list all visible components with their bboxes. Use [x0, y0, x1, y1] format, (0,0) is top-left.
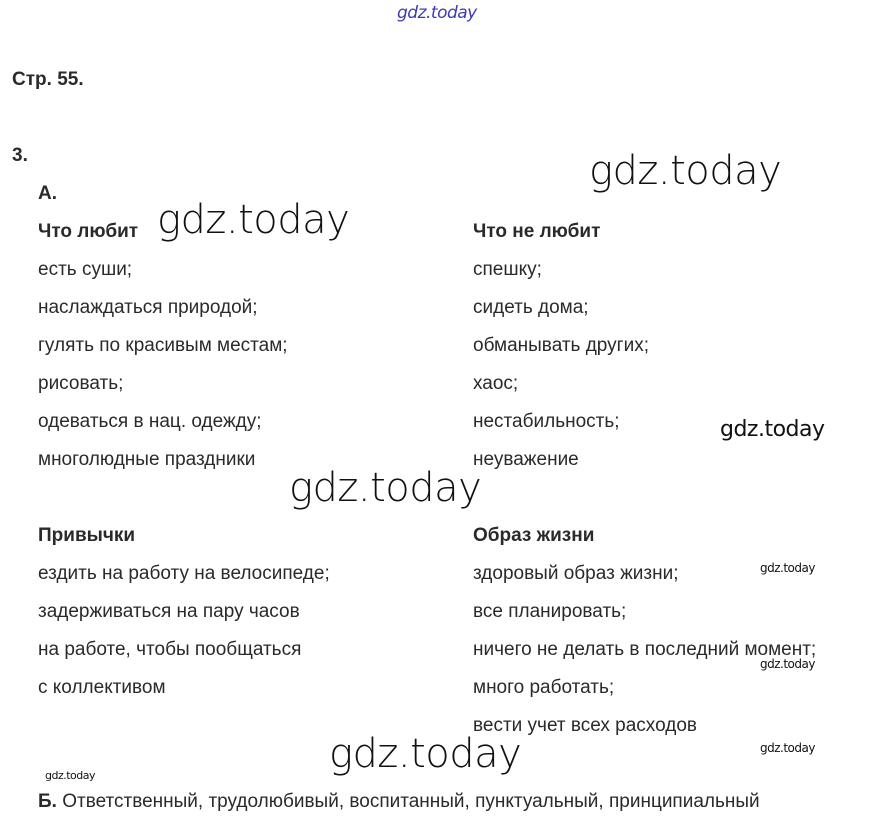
likes-item: гулять по красивым местам; [38, 335, 288, 356]
dislikes-item: нестабильность; [473, 411, 620, 432]
lifestyle-item: ничего не делать в последний момент; [473, 639, 817, 660]
watermark: gdz.today [760, 657, 815, 671]
likes-item: есть суши; [38, 259, 133, 280]
watermark: gdz.today [289, 465, 482, 511]
habits-heading: Привычки [38, 525, 136, 546]
part-b-text: Ответственный, трудолюбивый, воспитанный, пунктуальный, принципиальный [62, 791, 760, 812]
part-b-line [38, 791, 760, 813]
watermark: gdz.today [720, 417, 825, 442]
watermark: gdz.today [157, 197, 350, 243]
lifestyle-item: здоровый образ жизни; [473, 563, 679, 584]
likes-heading: Что любит [38, 221, 139, 242]
part-a-label: А. [38, 183, 57, 204]
dislikes-item: сидеть дома; [473, 297, 589, 318]
habits-item: с коллективом [38, 677, 166, 698]
dislikes-item: неуважение [473, 449, 579, 470]
part-b-label: Б. [38, 791, 57, 812]
habits-item: на работе, чтобы пообщаться [38, 639, 302, 660]
habits-item: задерживаться на пару часов [38, 601, 300, 622]
likes-item: одеваться в нац. одежду; [38, 411, 262, 432]
likes-item: многолюдные праздники [38, 449, 256, 470]
watermark: gdz.today [589, 148, 782, 194]
lifestyle-item: вести учет всех расходов [473, 715, 697, 736]
page-reference: Стр. 55. [12, 69, 84, 90]
dislikes-item: обманывать других; [473, 335, 649, 356]
watermark: gdz.today [329, 731, 522, 777]
lifestyle-item: много работать; [473, 677, 615, 698]
habits-item: ездить на работу на велосипеде; [38, 563, 330, 584]
dislikes-item: хаос; [473, 373, 519, 394]
watermark: gdz.today [760, 561, 815, 575]
dislikes-heading: Что не любит [473, 221, 601, 242]
dislikes-item: спешку; [473, 259, 542, 280]
task-number: 3. [12, 145, 28, 166]
watermark: gdz.today [45, 769, 96, 782]
lifestyle-heading: Образ жизни [473, 525, 595, 546]
watermark: gdz.today [760, 741, 815, 755]
likes-item: наслаждаться природой; [38, 297, 258, 318]
watermark-top: gdz.today [397, 3, 477, 23]
likes-item: рисовать; [38, 373, 124, 394]
lifestyle-item: все планировать; [473, 601, 627, 622]
